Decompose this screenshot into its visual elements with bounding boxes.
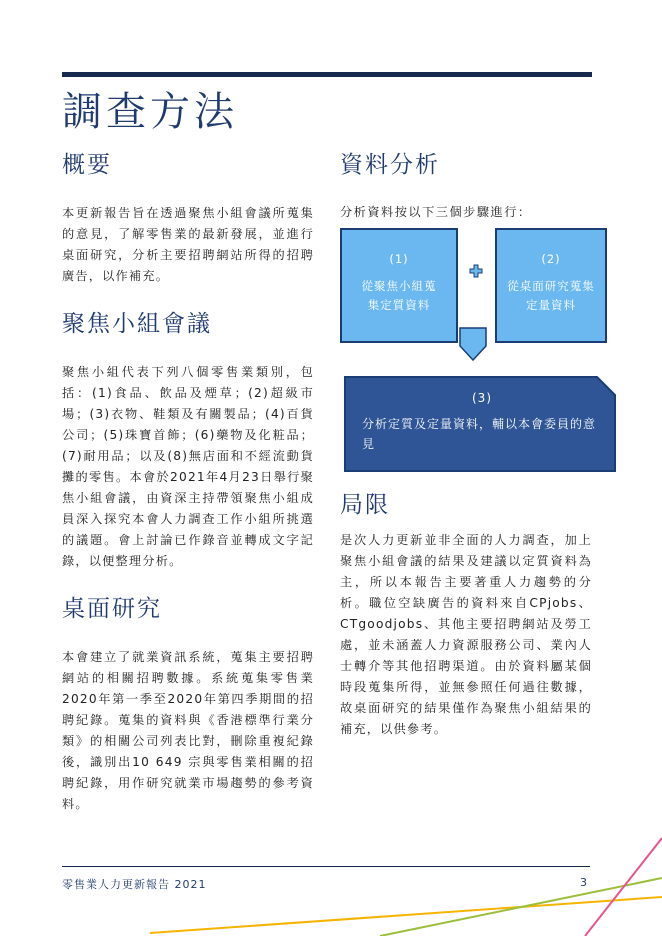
desk-research-heading: 桌面研究 <box>62 596 162 622</box>
page-title: 調查方法 <box>62 89 238 135</box>
footer-title: 零售業人力更新報告 2021 <box>62 878 207 891</box>
step-3-text: 分析定質及定量資料，輔以本會委員的意見 <box>362 417 597 451</box>
overview-heading: 概要 <box>62 152 112 178</box>
focus-group-body: 聚焦小組代表下列八個零售業類別，包括：(1)食品、飲品及煙草；(2)超級市場；(3)衣物、鞋類及有關製品；(4)百貨公司；(5)珠寶首飾；(6)藥物及化粧品；(7)耐用品；以及(8)無店面和不經流動貨攤的零售。本會於2021年4月23日舉行聚焦小組會議，由資深主持帶領聚焦小組成員深入探究本會人力調查工作小組所挑選的議題。會上討論已作錄音並轉成文字記錄，以便整理分析。 <box>62 365 314 568</box>
step-2-number: (2) <box>541 252 561 266</box>
focus-group-heading: 聚焦小組會議 <box>62 311 212 337</box>
analysis-intro: 分析資料按以下三個步驟進行： <box>340 205 532 219</box>
step-3-number: (3) <box>472 391 492 405</box>
desk-research-body: 本會建立了就業資訊系統，蒐集主要招聘網站的相關招聘數據。系統蒐集零售業2020年第一季至2020年第四季期間的招聘紀錄。蒐集的資料與《香港標準行業分類》的相關公司列表比對，刪除重複紀錄後，識別出10 649 宗與零售業相關的招聘紀錄，用作研究就業市場趨勢的參考資料。 <box>62 650 314 811</box>
analysis-heading: 資料分析 <box>340 152 440 178</box>
step-2-text: 從桌面研究蒐集定量資料 <box>507 279 595 312</box>
limitations-body: 是次人力更新並非全面的人力調查，加上聚焦小組會議的結果及建議以定質資料為主，所以本報告主要著重人力趨勢的分析。職位空缺廣告的資料來自CPjobs、CTgoodjobs、其他主要招聘網站及勞工處，並未涵蓋人力資源服務公司、業內人士轉介等其他招聘渠道。由於資料屬某個時段蒐集所得，並無參照任何過往數據，故桌面研究的結果僅作為聚焦小組結果的補充，以供參考。 <box>340 533 592 736</box>
page-number: 3 <box>580 876 587 889</box>
step-1-text: 從聚焦小組蒐集定質資料 <box>361 279 437 312</box>
overview-body: 本更新報告旨在透過聚焦小組會議所蒐集的意見，了解零售業的最新發展，並進行桌面研究，分析主要招聘網站所得的招聘廣告，以作補充。 <box>62 206 314 283</box>
step-1-number: (1) <box>389 252 409 266</box>
limitations-heading: 局限 <box>340 492 390 518</box>
